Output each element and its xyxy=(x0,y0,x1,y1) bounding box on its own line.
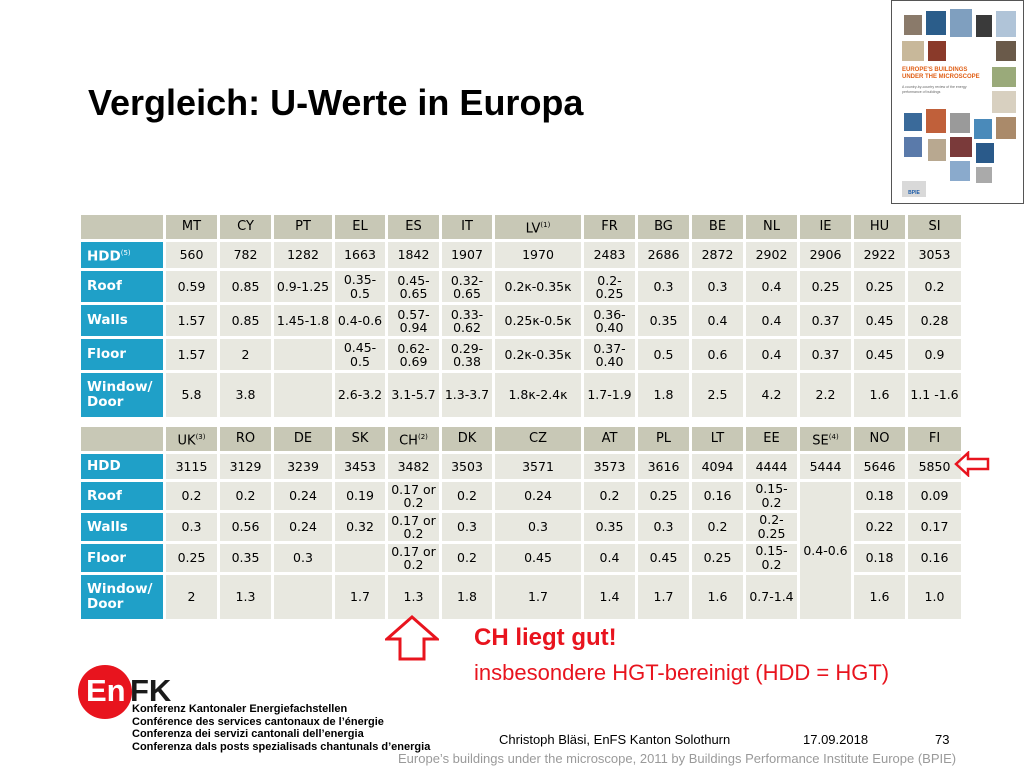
footnote-marker: (4) xyxy=(828,432,839,441)
row-label: Roof xyxy=(81,271,163,302)
table-cell: 0.45 xyxy=(854,305,905,336)
table-cell: 0.4 xyxy=(746,271,797,302)
table-cell xyxy=(274,575,332,619)
table-cell: 2686 xyxy=(638,242,689,268)
table-cell: 0.25κ-0.5κ xyxy=(495,305,581,336)
table-cell: 0.6 xyxy=(692,339,743,370)
table-cell: 0.25 xyxy=(166,544,217,572)
country-header: RO xyxy=(220,427,271,451)
u-values-table-2 xyxy=(78,424,964,622)
enfk-logo-en: En xyxy=(86,673,126,708)
table-cell: 3453 xyxy=(335,454,385,479)
country-header: FI xyxy=(908,427,961,451)
table-cell: 0.33- 0.62 xyxy=(442,305,492,336)
table-cell: 0.24 xyxy=(274,482,332,510)
country-header: IE xyxy=(800,215,851,239)
table-cell: 1.3 xyxy=(220,575,271,619)
table-cell: 3.1-5.7 xyxy=(388,373,439,417)
table-cell: 0.17 or 0.2 xyxy=(388,482,439,510)
country-header: MT xyxy=(166,215,217,239)
table-cell: 2.2 xyxy=(800,373,851,417)
table-cell: 0.45-0.5 xyxy=(335,339,385,370)
table-cell: 0.9-1.25 xyxy=(274,271,332,302)
table-cell: 3.8 xyxy=(220,373,271,417)
table-cell: 3053 xyxy=(908,242,961,268)
table-cell: 0.35-0.5 xyxy=(335,271,385,302)
table-cell: 0.85 xyxy=(220,271,271,302)
table-cell: 0.32 xyxy=(335,513,385,541)
table-cell: 2.5 xyxy=(692,373,743,417)
table-cell: 0.2 xyxy=(442,482,492,510)
table-cell: 0.3 xyxy=(442,513,492,541)
table-row xyxy=(81,242,961,268)
table-cell: 0.28 xyxy=(908,305,961,336)
table-cell: 3482 xyxy=(388,454,439,479)
footer-date: 17.09.2018 xyxy=(803,732,869,747)
footnote-marker: (1) xyxy=(540,220,551,229)
table-cell: 2906 xyxy=(800,242,851,268)
table-cell: 0.15-0.2 xyxy=(746,482,797,510)
footer-source: Europe’s buildings under the microscope, 2011 by Buildings Performance Institute Europe (BPIE) xyxy=(398,751,957,766)
table-cell: 0.36- 0.40 xyxy=(584,305,635,336)
footnote-marker: (5) xyxy=(120,248,131,257)
country-header: SI xyxy=(908,215,961,239)
table-cell: 4444 xyxy=(746,454,797,479)
table-cell: 0.2 xyxy=(166,482,217,510)
country-header: LV$^{(1)}$ xyxy=(495,215,581,239)
table-cell: 0.2κ-0.35κ xyxy=(495,271,581,302)
org-name-rm: Conferenza dals posts spezialisads chantunals d’energia xyxy=(132,740,431,753)
table-cell: 0.59 xyxy=(166,271,217,302)
country-header: DE xyxy=(274,427,332,451)
table-cell: 0.4 xyxy=(746,339,797,370)
table-cell: 0.5 xyxy=(638,339,689,370)
table-cell: 0.35 xyxy=(638,305,689,336)
row-label: HDD$^{(5)}$ xyxy=(81,242,163,268)
table-cell: 0.25 xyxy=(854,271,905,302)
table-cell xyxy=(274,373,332,417)
table-cell: 0.37 xyxy=(800,339,851,370)
table-cell: 1.3-3.7 xyxy=(442,373,492,417)
country-header: SE$^{(4)}$ xyxy=(800,427,851,451)
table-cell: 0.45- 0.65 xyxy=(388,271,439,302)
table-cell: 0.45 xyxy=(495,544,581,572)
country-header: IT xyxy=(442,215,492,239)
table-cell: 560 xyxy=(166,242,217,268)
country-header: EL xyxy=(335,215,385,239)
table-cell: 2.6-3.2 xyxy=(335,373,385,417)
country-header: UK$^{(3)}$ xyxy=(166,427,217,451)
table-cell: 1.1 -1.6 xyxy=(908,373,961,417)
table-cell: 2 xyxy=(220,339,271,370)
book-cover-image xyxy=(891,0,1024,204)
table-cell: 0.45 xyxy=(638,544,689,572)
table-cell: 0.2 xyxy=(692,513,743,541)
table-cell: 4094 xyxy=(692,454,743,479)
table-cell: 0.4 xyxy=(584,544,635,572)
enfk-organization-names xyxy=(132,703,430,753)
org-name-it: Conferenza dei servizi cantonali dell’energia xyxy=(132,728,364,740)
country-header: PL xyxy=(638,427,689,451)
table-cell: 1.7 xyxy=(638,575,689,619)
country-header: LT xyxy=(692,427,743,451)
table-cell: 0.16 xyxy=(908,544,961,572)
arrow-left-icon xyxy=(954,451,990,477)
footer-page-number: 73 xyxy=(935,732,950,747)
table-cell: 0.9 xyxy=(908,339,961,370)
table-cell: 1282 xyxy=(274,242,332,268)
table-cell: 0.7-1.4 xyxy=(746,575,797,619)
table-cell: 1.6 xyxy=(854,575,905,619)
table-row xyxy=(81,373,961,417)
u-values-table-1 xyxy=(78,212,964,420)
table-row xyxy=(81,482,961,510)
callout-subtext: insbesondere HGT-bereinigt (HDD = HGT) xyxy=(474,660,890,685)
country-header: HU xyxy=(854,215,905,239)
book-title: EUROPE'S BUILDINGS UNDER THE MICROSCOPE xyxy=(902,67,980,80)
table-cell: 0.2κ-0.35κ xyxy=(495,339,581,370)
table-cell: 0.45 xyxy=(854,339,905,370)
table-cell: 0.2 xyxy=(442,544,492,572)
table-cell: 1.6 xyxy=(692,575,743,619)
table-cell: 0.57- 0.94 xyxy=(388,305,439,336)
country-header: AT xyxy=(584,427,635,451)
table-cell: 3129 xyxy=(220,454,271,479)
slide-title: Vergleich: U-Werte in Europa xyxy=(88,82,584,123)
country-header: FR xyxy=(584,215,635,239)
table-cell: 0.16 xyxy=(692,482,743,510)
org-name-fr: Conférence des services cantonaux de l’énergie xyxy=(132,715,384,728)
callout-heading: CH liegt gut! xyxy=(474,624,617,651)
table-cell xyxy=(335,544,385,572)
country-header: SK xyxy=(335,427,385,451)
org-name-de: Konferenz Kantonaler Energiefachstellen xyxy=(132,703,348,715)
table-cell: 1.8 xyxy=(442,575,492,619)
table-cell: 0.62- 0.69 xyxy=(388,339,439,370)
table-cell: 1907 xyxy=(442,242,492,268)
table-cell: 0.3 xyxy=(495,513,581,541)
table-cell: 1.8 xyxy=(638,373,689,417)
table-cell: 2 xyxy=(166,575,217,619)
table-cell: 0.4-0.6 xyxy=(800,482,851,619)
table-cell: 1.8κ-2.4κ xyxy=(495,373,581,417)
country-header: BE xyxy=(692,215,743,239)
table-cell: 1.0 xyxy=(908,575,961,619)
table-cell: 5444 xyxy=(800,454,851,479)
table-cell: 3115 xyxy=(166,454,217,479)
country-header: CZ xyxy=(495,427,581,451)
country-header: EE xyxy=(746,427,797,451)
table-cell: 0.25 xyxy=(638,482,689,510)
table-cell: 1.7-1.9 xyxy=(584,373,635,417)
table-cell: 0.35 xyxy=(584,513,635,541)
table-cell: 0.35 xyxy=(220,544,271,572)
table-cell: 0.3 xyxy=(166,513,217,541)
country-header: CY xyxy=(220,215,271,239)
footer-author: Christoph Bläsi, EnFS Kanton Solothurn xyxy=(499,732,731,747)
country-header: NL xyxy=(746,215,797,239)
table-cell: 2922 xyxy=(854,242,905,268)
table-cell: 2483 xyxy=(584,242,635,268)
table-cell: 0.3 xyxy=(638,271,689,302)
table-cell: 5646 xyxy=(854,454,905,479)
table-cell: 0.56 xyxy=(220,513,271,541)
table-cell: 0.15-0.2 xyxy=(746,544,797,572)
table-cell: 0.32- 0.65 xyxy=(442,271,492,302)
table-cell: 3616 xyxy=(638,454,689,479)
table-cell: 3571 xyxy=(495,454,581,479)
arrow-up-icon xyxy=(385,615,439,661)
table-cell: 1.57 xyxy=(166,339,217,370)
row-label: Roof xyxy=(81,482,163,510)
table-cell: 0.19 xyxy=(335,482,385,510)
table-row xyxy=(81,454,961,479)
table-cell: 1.57 xyxy=(166,305,217,336)
book-subtitle: A country-by-country review of the energy performance of buildings xyxy=(902,85,967,94)
country-header: DK xyxy=(442,427,492,451)
table-cell: 0.2-0.25 xyxy=(746,513,797,541)
table-cell: 1.4 xyxy=(584,575,635,619)
row-label: Walls xyxy=(81,513,163,541)
table-cell: 0.3 xyxy=(274,544,332,572)
row-label: Floor xyxy=(81,339,163,370)
table-cell: 0.24 xyxy=(274,513,332,541)
table-cell: 0.4 xyxy=(746,305,797,336)
row-label: HDD xyxy=(81,454,163,479)
row-label: Window/ Door xyxy=(81,373,163,417)
table-row xyxy=(81,305,961,336)
table-row xyxy=(81,271,961,302)
table-cell: 4.2 xyxy=(746,373,797,417)
table-cell: 3239 xyxy=(274,454,332,479)
country-header: NO xyxy=(854,427,905,451)
footnote-marker: (2) xyxy=(417,432,428,441)
table-cell: 0.37- 0.40 xyxy=(584,339,635,370)
table-cell: 0.17 or 0.2 xyxy=(388,544,439,572)
table-cell: 3503 xyxy=(442,454,492,479)
table-cell: 0.2- 0.25 xyxy=(584,271,635,302)
table-cell: 5.8 xyxy=(166,373,217,417)
table-cell: 2902 xyxy=(746,242,797,268)
table-cell: 782 xyxy=(220,242,271,268)
table-cell: 0.29- 0.38 xyxy=(442,339,492,370)
table-cell: 0.17 xyxy=(908,513,961,541)
row-label: Window/ Door xyxy=(81,575,163,619)
table-cell: 0.22 xyxy=(854,513,905,541)
country-header: PT xyxy=(274,215,332,239)
table-cell: 1.6 xyxy=(854,373,905,417)
table-cell: 0.18 xyxy=(854,482,905,510)
table-corner xyxy=(81,215,163,239)
table-cell: 1.45-1.8 xyxy=(274,305,332,336)
table-cell: 0.17 or 0.2 xyxy=(388,513,439,541)
table-cell: 0.4 xyxy=(692,305,743,336)
country-header: BG xyxy=(638,215,689,239)
table-cell: 0.18 xyxy=(854,544,905,572)
table-cell: 0.2 xyxy=(908,271,961,302)
table-cell: 0.37 xyxy=(800,305,851,336)
table-cell: 1842 xyxy=(388,242,439,268)
table-cell: 2872 xyxy=(692,242,743,268)
table-cell: 0.25 xyxy=(692,544,743,572)
table-cell: 1.7 xyxy=(335,575,385,619)
table-cell: 0.2 xyxy=(584,482,635,510)
table-cell: 0.3 xyxy=(638,513,689,541)
table-cell: 5850 xyxy=(908,454,961,479)
row-label: Walls xyxy=(81,305,163,336)
enfk-logo-fk: FK xyxy=(130,673,172,708)
table-cell: 0.85 xyxy=(220,305,271,336)
table-cell: 1970 xyxy=(495,242,581,268)
table-cell: 0.09 xyxy=(908,482,961,510)
table-cell: 0.25 xyxy=(800,271,851,302)
footnote-marker: (3) xyxy=(195,432,206,441)
table-cell: 0.24 xyxy=(495,482,581,510)
country-header: ES xyxy=(388,215,439,239)
table-cell: 3573 xyxy=(584,454,635,479)
country-header: CH$^{(2)}$ xyxy=(388,427,439,451)
table-corner xyxy=(81,427,163,451)
table-row xyxy=(81,339,961,370)
table-cell: 0.3 xyxy=(692,271,743,302)
bpie-logo: BPIE xyxy=(902,181,926,197)
table-cell: 1.3 xyxy=(388,575,439,619)
row-label: Floor xyxy=(81,544,163,572)
table-cell: 0.2 xyxy=(220,482,271,510)
table-cell xyxy=(274,339,332,370)
table-cell: 1.7 xyxy=(495,575,581,619)
table-cell: 1663 xyxy=(335,242,385,268)
table-cell: 0.4-0.6 xyxy=(335,305,385,336)
